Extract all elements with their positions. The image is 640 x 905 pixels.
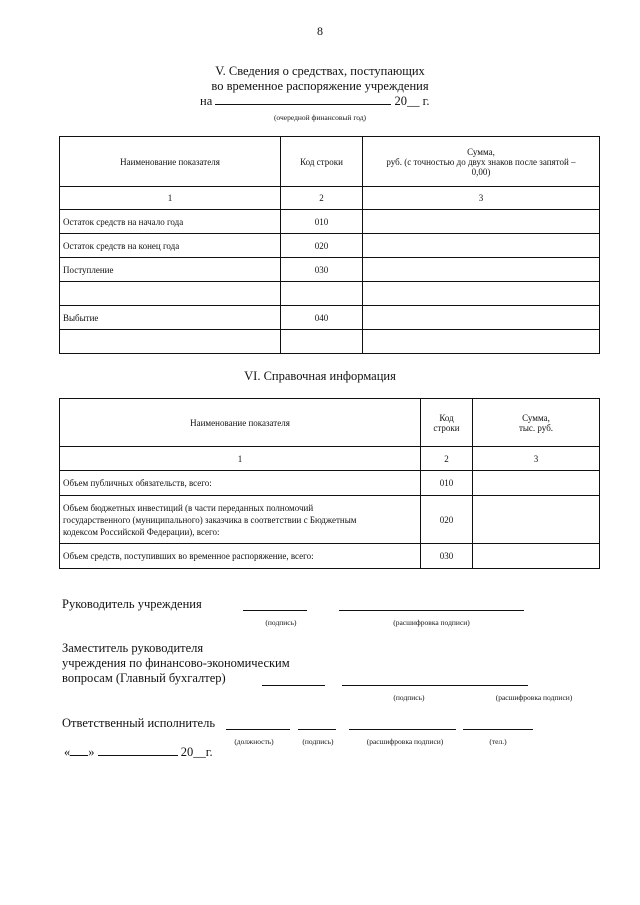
period-note: (очередной финансовый год): [273, 113, 367, 122]
executor-label: Ответственный исполнитель: [62, 716, 216, 730]
date-year: 20__г.: [180, 745, 213, 759]
column-number: 3: [473, 447, 600, 471]
table-row: [60, 496, 600, 544]
section5-title-line2: во временное распоряжение учреждения: [211, 79, 429, 93]
header-name: Наименование показателя: [60, 399, 421, 447]
row-code: 020: [281, 234, 363, 258]
month-blank[interactable]: [98, 755, 178, 756]
date-prefix: на: [200, 94, 213, 108]
row-name: Объем публичных обязательств, всего:: [60, 471, 421, 496]
deputy-label-line2: учреждения по финансово-экономическим: [62, 656, 290, 670]
header-sum: [473, 399, 600, 447]
table-row: [60, 471, 600, 496]
row-value[interactable]: [473, 471, 600, 496]
column-number: 3: [363, 187, 600, 210]
row-value[interactable]: [363, 306, 600, 330]
executor-phone-blank[interactable]: [463, 729, 533, 730]
date-suffix: 20__ г.: [394, 94, 430, 108]
row-code[interactable]: [281, 330, 363, 354]
deputy-label-line1: Заместитель руководителя: [62, 641, 204, 655]
reference-table: [59, 398, 600, 569]
table-row: [60, 282, 600, 306]
header-sum-line1: Сумма,: [522, 412, 550, 423]
executor-decoding-blank[interactable]: [349, 729, 456, 730]
row-name[interactable]: [60, 282, 281, 306]
row-value[interactable]: [363, 282, 600, 306]
header-sum-line1: Сумма,: [467, 146, 495, 157]
column-number: 2: [281, 187, 363, 210]
row-code: 030: [421, 544, 473, 569]
header-code-line1: Код: [439, 412, 454, 423]
executor-position-blank[interactable]: [226, 729, 290, 730]
deputy-signature-blank[interactable]: [262, 685, 325, 686]
row-name-line3: кодексом Российской Федерации), всего:: [63, 526, 220, 537]
section5-title: [0, 64, 640, 94]
head-decoding-blank[interactable]: [339, 610, 524, 611]
table-row: [60, 210, 600, 234]
row-name: Объем средств, поступивших во временное распоряжение, всего:: [60, 544, 421, 569]
deputy-label-line3: вопросам (Главный бухгалтер): [62, 671, 226, 685]
row-value[interactable]: [473, 544, 600, 569]
row-name: Остаток средств на начало года: [60, 210, 281, 234]
header-sum: [363, 137, 600, 187]
executor-signature-note: (подпись): [302, 737, 334, 746]
header-code: [421, 399, 473, 447]
funds-table: [59, 136, 600, 354]
header-sum-line2: тыс. руб.: [518, 422, 554, 433]
head-signature-blank[interactable]: [243, 610, 307, 611]
row-name[interactable]: [60, 330, 281, 354]
deputy-decoding-blank[interactable]: [342, 685, 528, 686]
financial-year-blank[interactable]: [215, 104, 391, 105]
deputy-label: [62, 641, 290, 686]
executor-phone-note: (тел.): [489, 737, 507, 746]
table-row: [60, 330, 600, 354]
row-code[interactable]: [281, 282, 363, 306]
day-blank[interactable]: [70, 755, 88, 756]
header-code-line2: строки: [433, 422, 460, 433]
row-value[interactable]: [473, 496, 600, 544]
header-code: Код строки: [281, 137, 363, 187]
column-number: 1: [60, 447, 421, 471]
row-name: [60, 496, 421, 544]
section5-title-line1: V. Сведения о средствах, поступающих: [215, 64, 425, 78]
executor-decoding-note: (расшифровка подписи): [366, 737, 444, 746]
header-sum-line2: руб. (с точностью до двух знаков после запятой –: [386, 156, 576, 167]
section6-title: VI. Справочная информация: [244, 369, 396, 383]
head-label: Руководитель учреждения: [62, 597, 202, 611]
head-decoding-note: (расшифровка подписи): [393, 618, 470, 627]
header-sum-line3: 0,00): [471, 166, 491, 177]
row-name-line1: Объем бюджетных инвестиций (в части переданных полномочий: [63, 502, 314, 513]
page-number: 8: [317, 24, 323, 38]
row-code: 040: [281, 306, 363, 330]
table-row: [60, 234, 600, 258]
table-row: [60, 258, 600, 282]
row-value[interactable]: [363, 234, 600, 258]
section5-date-line: [200, 94, 500, 109]
row-code: 030: [281, 258, 363, 282]
deputy-decoding-note: (расшифровка подписи): [495, 693, 573, 702]
column-number: 1: [60, 187, 281, 210]
head-signature-note: (подпись): [265, 618, 297, 627]
column-number: 2: [421, 447, 473, 471]
table-row: [60, 544, 600, 569]
table-row: [60, 306, 600, 330]
row-name: Остаток средств на конец года: [60, 234, 281, 258]
header-name: Наименование показателя: [60, 137, 281, 187]
executor-signature-blank[interactable]: [298, 729, 336, 730]
date-line: [64, 745, 213, 760]
row-value[interactable]: [363, 210, 600, 234]
executor-position-note: (должность): [234, 737, 274, 746]
row-value[interactable]: [363, 258, 600, 282]
row-name-line2: государственного (муниципального) заказчика в соответствии с Бюджетным: [63, 514, 357, 525]
row-name: Выбытие: [60, 306, 281, 330]
row-code: 020: [421, 496, 473, 544]
row-value[interactable]: [363, 330, 600, 354]
deputy-signature-note: (подпись): [393, 693, 425, 702]
date-close-quote: »: [88, 745, 95, 759]
row-name: Поступление: [60, 258, 281, 282]
row-code: 010: [281, 210, 363, 234]
row-code: 010: [421, 471, 473, 496]
date-open-quote: «: [64, 745, 71, 759]
